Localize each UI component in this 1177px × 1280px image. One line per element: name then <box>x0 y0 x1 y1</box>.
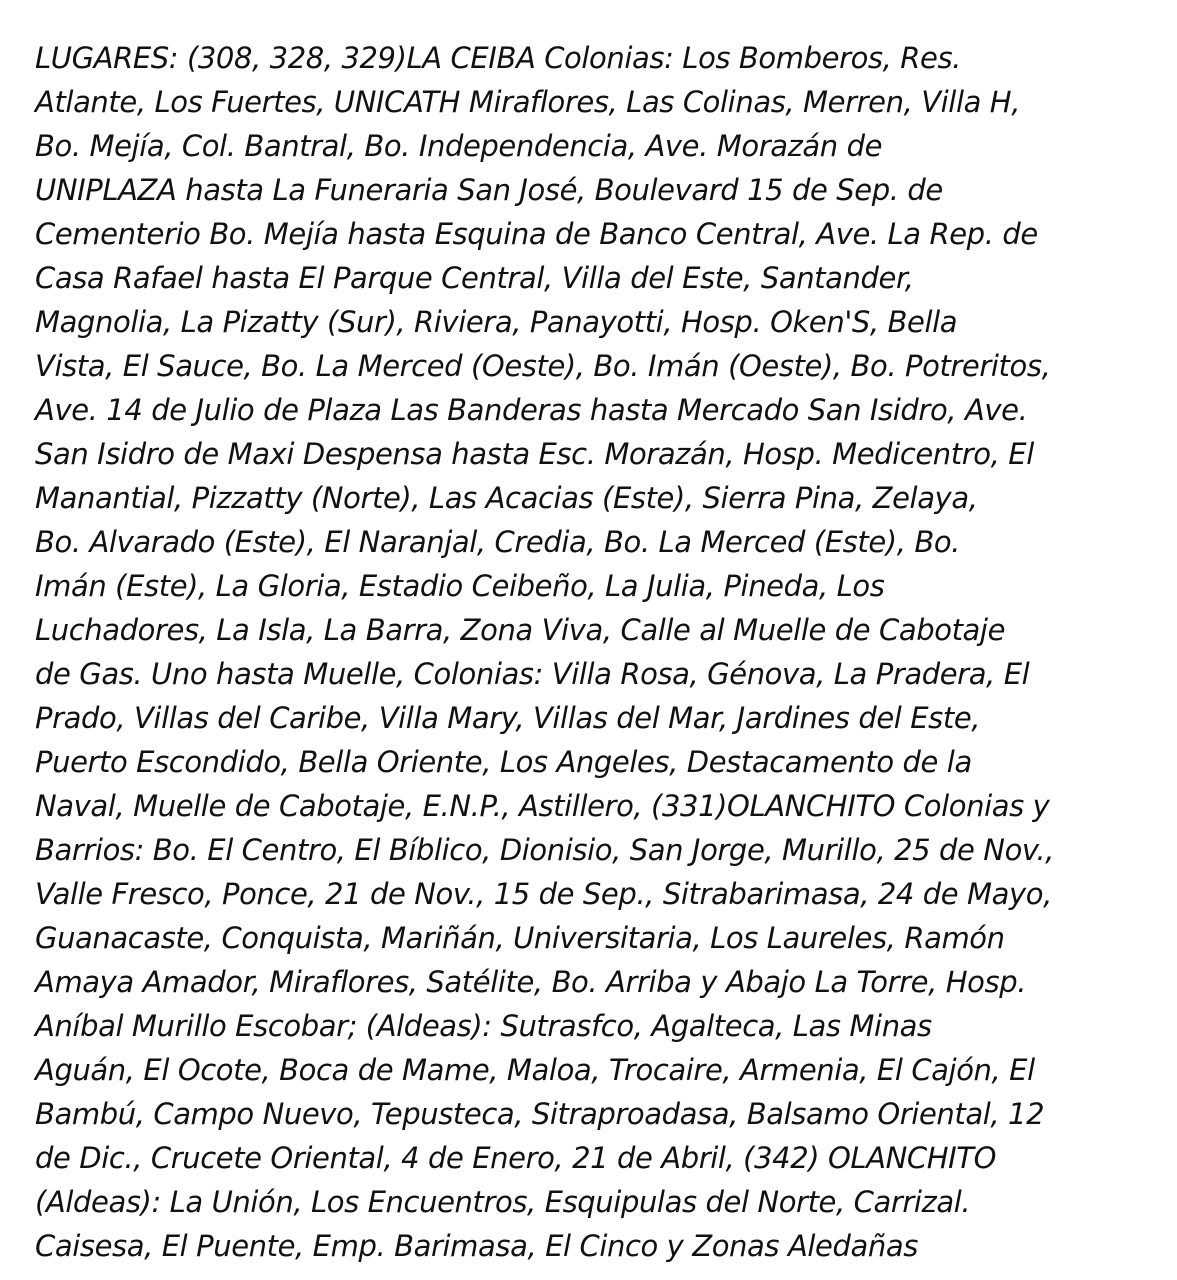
text-line: Imán (Este), La Gloria, Estadio Ceibeño, La Julia, Pineda, Los <box>35 569 885 603</box>
text-line: Aníbal Murillo Escobar; (Aldeas): Sutrasfco, Agalteca, Las Minas <box>35 1009 932 1043</box>
text-line: Ave. 14 de Julio de Plaza Las Banderas hasta Mercado San Isidro, Ave. <box>35 393 1028 427</box>
text-line: Aguán, El Ocote, Boca de Mame, Maloa, Trocaire, Armenia, El Cajón, El <box>35 1053 1035 1087</box>
text-line: Caisesa, El Puente, Emp. Barimasa, El Cinco y Zonas Aledañas <box>35 1229 918 1263</box>
text-line: Manantial, Pizzatty (Norte), Las Acacias (Este), Sierra Pina, Zelaya, <box>35 481 978 515</box>
text-line: Bo. Mejía, Col. Bantral, Bo. Independencia, Ave. Morazán de <box>35 129 883 163</box>
text-line: Guanacaste, Conquista, Mariñán, Universitaria, Los Laureles, Ramón <box>35 921 1005 955</box>
text-line: Casa Rafael hasta El Parque Central, Villa del Este, Santander, <box>35 261 914 295</box>
text-line: Bambú, Campo Nuevo, Tepusteca, Sitraproadasa, Balsamo Oriental, 12 <box>35 1097 1045 1131</box>
text-line: Naval, Muelle de Cabotaje, E.N.P., Astillero, (331)OLANCHITO Colonias y <box>35 789 1050 823</box>
text-line: (Aldeas): La Unión, Los Encuentros, Esquipulas del Norte, Carrizal. <box>35 1185 971 1219</box>
text-line: de Gas. Uno hasta Muelle, Colonias: Villa Rosa, Génova, La Pradera, El <box>35 657 1030 691</box>
text-line: Magnolia, La Pizatty (Sur), Riviera, Panayotti, Hosp. Oken'S, Bella <box>35 305 958 339</box>
text-line: Puerto Escondido, Bella Oriente, Los Angeles, Destacamento de la <box>35 745 972 779</box>
text-line: UNIPLAZA hasta La Funeraria San José, Boulevard 15 de Sep. de <box>35 173 943 207</box>
text-line: San Isidro de Maxi Despensa hasta Esc. Morazán, Hosp. Medicentro, El <box>35 437 1034 471</box>
text-line: Atlante, Los Fuertes, UNICATH Miraflores, Las Colinas, Merren, Villa H, <box>35 85 1021 119</box>
text-line: de Dic., Crucete Oriental, 4 de Enero, 21 de Abril, (342) OLANCHITO <box>35 1141 997 1175</box>
text-line: Cementerio Bo. Mejía hasta Esquina de Banco Central, Ave. La Rep. de <box>35 217 1038 251</box>
text-line: Prado, Villas del Caribe, Villa Mary, Villas del Mar, Jardines del Este, <box>35 701 981 735</box>
text-line: LUGARES: (308, 328, 329)LA CEIBA Colonias: Los Bomberos, Res. <box>35 41 962 75</box>
text-line: Vista, El Sauce, Bo. La Merced (Oeste), Bo. Imán (Oeste), Bo. Potreritos, <box>35 349 1051 383</box>
text-line: Bo. Alvarado (Este), El Naranjal, Credia, Bo. La Merced (Este), Bo. <box>35 525 961 559</box>
text-line: Amaya Amador, Miraflores, Satélite, Bo. Arriba y Abajo La Torre, Hosp. <box>35 965 1027 999</box>
text-line: Luchadores, La Isla, La Barra, Zona Viva, Calle al Muelle de Cabotaje <box>35 613 1006 647</box>
places-list-paragraph <box>35 36 1145 1268</box>
text-line: Valle Fresco, Ponce, 21 de Nov., 15 de Sep., Sitrabarimasa, 24 de Mayo, <box>35 877 1052 911</box>
text-line: Barrios: Bo. El Centro, El Bíblico, Dionisio, San Jorge, Murillo, 25 de Nov., <box>35 833 1054 867</box>
